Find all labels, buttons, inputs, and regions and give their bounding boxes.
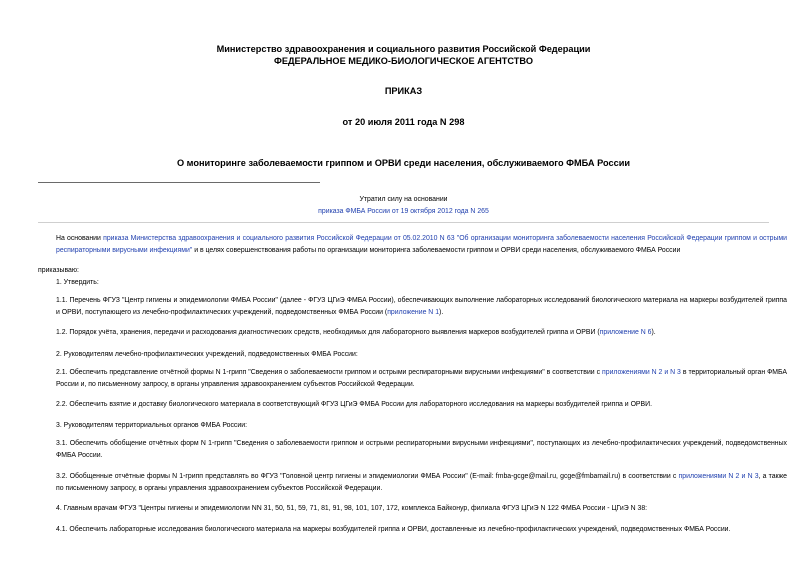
appendix-2-3-link-2[interactable]: приложениями N 2 и N 3 xyxy=(678,473,759,480)
item-2-1-text: 2.1. Обеспечить представление отчётной формы N 1-грипп "Сведения о заболеваемости гриппом и острыми респираторными вирусными инфекциями" в соответствии с xyxy=(56,369,602,376)
item-1-2 xyxy=(38,327,787,339)
ministry-heading: Министерство здравоохранения и социального развития Российской Федерации xyxy=(216,44,591,54)
item-3: 3. Руководителям территориальных органов ФМБА России: xyxy=(56,422,247,429)
preamble-lead: На основании xyxy=(56,235,104,242)
item-1: 1. Утвердить: xyxy=(56,279,99,286)
item-2-2: 2.2. Обеспечить взятие и доставку биологического материала в соответствующий ФГУЗ ЦГиЭ ФМБА России для лабораторного исследования на маркеры возбудителей гриппа и ОРВИ. xyxy=(56,401,652,408)
status-note: Утратил силу на основании xyxy=(359,196,448,203)
item-3-2-end: , а также по письменному запросу, в органы управления здравоохранением субъектов Российской Федерации. xyxy=(56,473,788,492)
item-1-2-text: 1.2. Порядок учёта, хранения, передачи и расходования диагностических средств, необходимых для лабораторного выявления маркеров возбудителей гриппа и ОРВИ ( xyxy=(56,329,600,336)
item-2-1-end: в территориальный орган ФМБА России и, по письменному запросу, в органы управления здравоохранением субъектов Российской Федерации. xyxy=(56,369,788,388)
item-2: 2. Руководителям лечебно-профилактических учреждений, подведомственных ФМБА России: xyxy=(56,351,358,358)
document-type: ПРИКАЗ xyxy=(384,86,423,96)
item-1-1-end: ). xyxy=(439,308,444,316)
title-divider xyxy=(38,182,320,183)
item-4-1: 4.1. Обеспечить лабораторные исследования биологического материала на маркеры возбудителей гриппа и ОРВИ, доставленные из лечебно-профилактических учреждений, подведомственных ФМБА России. xyxy=(56,526,731,533)
document-date-number: от 20 июля 2011 года N 298 xyxy=(342,117,465,127)
item-1-1 xyxy=(38,295,787,318)
preamble-tail: и в целях совершенствования работы по организации мониторинга заболеваемости гриппом и ОРВИ среди населения, обслуживаемого ФМБА России xyxy=(192,246,681,254)
item-1-1-text: 1.1. Перечень ФГУЗ "Центр гигиены и эпидемиологии ФМБА России" (далее - ФГУЗ ЦГиЭ ФМБА России), обеспечивающих выполнение лабораторных исследований биологического материала на маркеры возбудителей гриппа и ОРВИ, поступающего из лечебно-профилактических учреждений, подведомственных ФМБА России ( xyxy=(56,297,787,316)
document-title: О мониторинге заболеваемости гриппом и ОРВИ среди населения, обслуживаемого ФМБА России xyxy=(176,158,631,168)
item-3-2-text: 3.2. Обобщенные отчётные формы N 1-грипп представлять во ФГУЗ "Головной центр гигиены и эпидемиологии ФМБА России" (E-mail: fmba-gcge@mail.ru, gcge@fmbamail.ru) в соответствии с xyxy=(56,473,679,480)
agency-heading: ФЕДЕРАЛЬНОЕ МЕДИКО-БИОЛОГИЧЕСКОЕ АГЕНТСТВО xyxy=(274,56,533,66)
preamble-link[interactable]: приказа Министерства здравоохранения и социального развития Российской Федерации от 05.02.2010 N 63 "Об организации мониторинга заболеваемости населения Российской Федерации гриппом и острыми респираторными вирусными инфекциями" xyxy=(56,235,787,254)
appendix-1-link[interactable]: приложение N 1 xyxy=(387,308,440,316)
item-2-1 xyxy=(38,367,787,390)
appendix-2-3-link[interactable]: приложениями N 2 и N 3 xyxy=(602,369,681,376)
item-4: 4. Главным врачам ФГУЗ "Центры гигиены и эпидемиологии NN 31, 50, 51, 59, 71, 81, 91, 98, 101, 107, 172, комплекса Байконур, филиала ФГУЗ ЦГиЭ N 122 ФМБА России - ЦГиЭ N 38: xyxy=(56,505,648,512)
status-link[interactable]: приказа ФМБА России от 19 октября 2012 года N 265 xyxy=(318,208,489,215)
status-divider xyxy=(38,222,769,223)
preamble-paragraph xyxy=(38,233,787,256)
item-3-1: 3.1. Обеспечить обобщение отчётных форм N 1-грипп "Сведения о заболеваемости гриппом и острыми респираторными вирусными инфекциями", поступающих из лечебно-профилактических учреждений, подведомственных ФМБА России. xyxy=(56,440,787,459)
prikazyvayu: приказываю: xyxy=(38,267,79,274)
item-1-2-end: ). xyxy=(651,329,656,336)
appendix-6-link[interactable]: приложение N 6 xyxy=(599,329,652,336)
item-3-2 xyxy=(38,471,787,494)
